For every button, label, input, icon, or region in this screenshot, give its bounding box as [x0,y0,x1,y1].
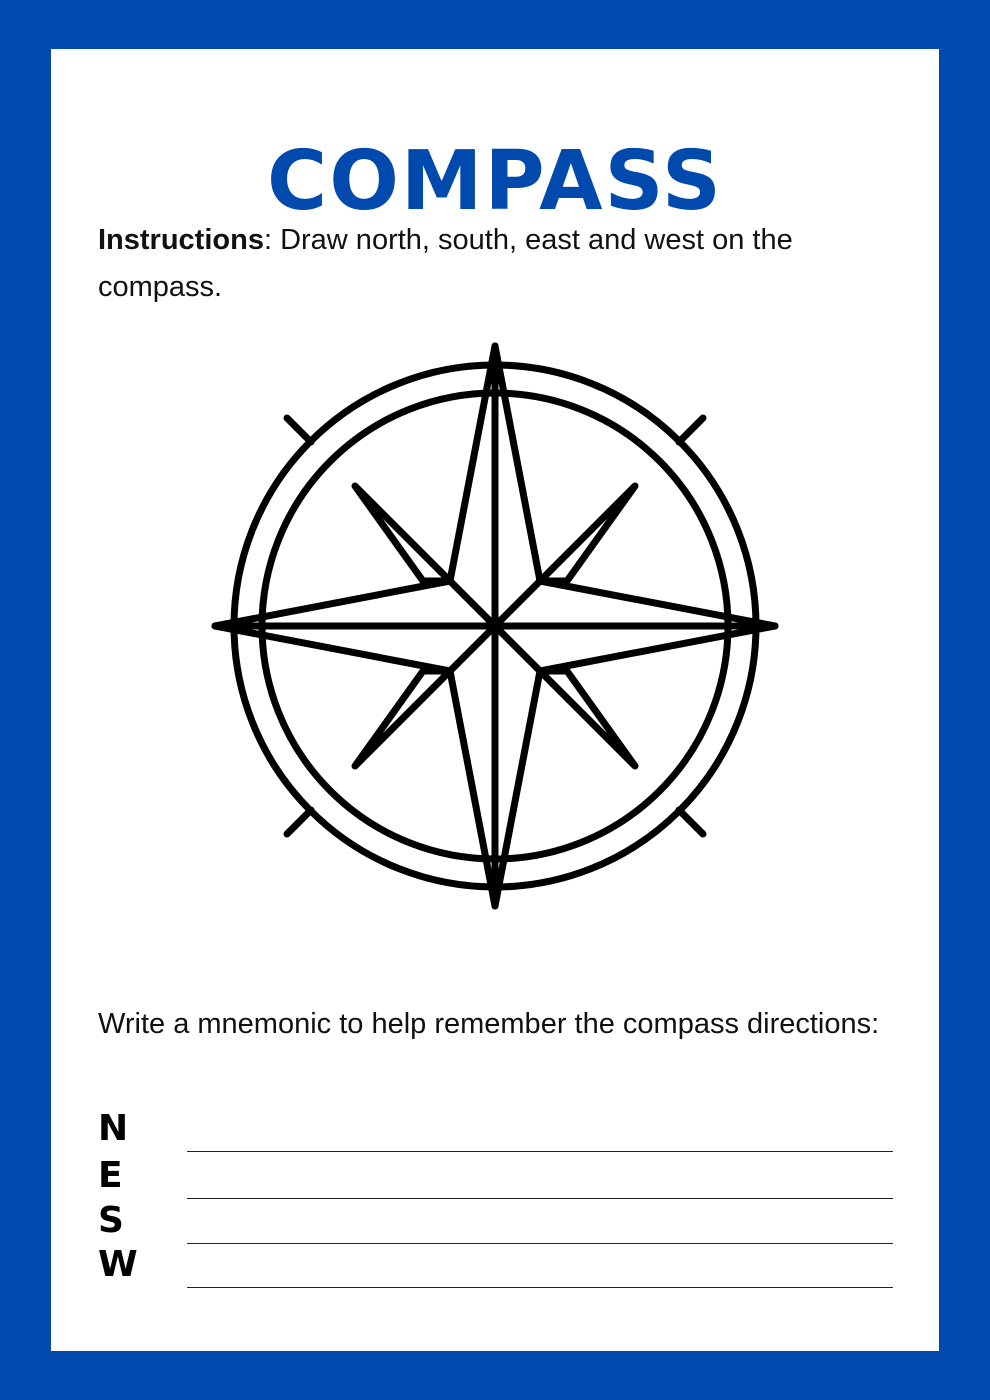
instructions-label: Instructions [98,224,264,256]
direction-letter: N [98,1108,129,1149]
direction-letter: S [98,1200,124,1241]
tick-sw [287,810,311,834]
tick-ne [679,418,703,442]
mnemonic-row-w [98,1242,893,1288]
direction-letter: W [98,1244,138,1285]
spoke-se [495,626,540,671]
worksheet-title: COMPASS [267,134,723,229]
mnemonic-row-n [98,1106,893,1152]
diagonal-point-ne [540,486,635,581]
instructions [98,217,898,311]
spoke-nw [450,581,495,626]
spoke-sw [450,626,495,671]
diagonal-point-se [540,671,635,766]
mnemonic-prompt: Write a mnemonic to help remember the compass directions: [98,1008,880,1040]
mnemonic-row-s [98,1198,893,1244]
compass-rose-icon [210,341,780,911]
diagonal-point-nw [355,486,450,581]
instructions-text: : Draw north, south, east and west on the compass. [98,224,793,303]
answer-line[interactable] [187,1287,893,1288]
direction-letter: E [98,1155,123,1196]
answer-line[interactable] [187,1151,893,1152]
spoke-ne [495,581,540,626]
mnemonic-row-e [98,1153,893,1199]
diagonal-point-sw [355,671,450,766]
tick-se [679,810,703,834]
worksheet-page [51,49,939,1351]
tick-nw [287,418,311,442]
